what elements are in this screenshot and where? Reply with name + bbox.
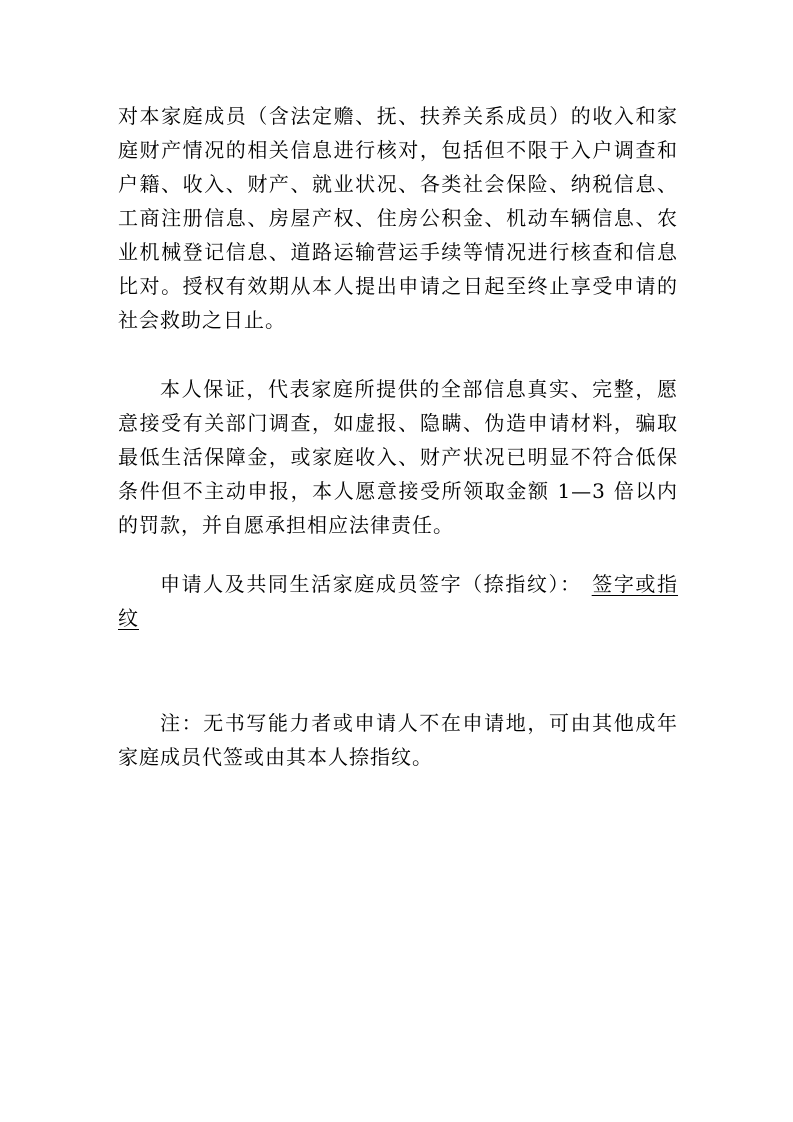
note-paragraph: 注：无书写能力者或申请人不在申请地，可由其他成年家庭成员代签或由其本人捺指纹。: [118, 711, 678, 769]
authorization-paragraph: 对本家庭成员（含法定赡、抚、扶养关系成员）的收入和家庭财产情况的相关信息进行核对，包括但不限于入户调查和户籍、收入、财产、就业状况、各类社会保险、纳税信息、工商注册信息、房屋产权、住房公积金、机动车辆信息、农业机械登记信息、道路运输营运手续等情况进行核查和信息比对。授权有效期从本人提出申请之日起至终止享受申请的社会救助之日止。: [118, 104, 678, 332]
signature-label: 申请人及共同生活家庭成员签字（捺指纹）：: [160, 572, 582, 596]
signature-line: [118, 567, 678, 635]
guarantee-paragraph: 本人保证，代表家庭所提供的全部信息真实、完整，愿意接受有关部门调查，如虚报、隐瞒、伪造申请材料，骗取最低生活保障金，或家庭收入、财产状况已明显不符合低保条件但不主动申报，本人愿意接受所领取金额 1—3 倍以内的罚款，并自愿承担相应法律责任。: [118, 377, 678, 537]
signature-field: 签字或指纹: [118, 572, 679, 630]
